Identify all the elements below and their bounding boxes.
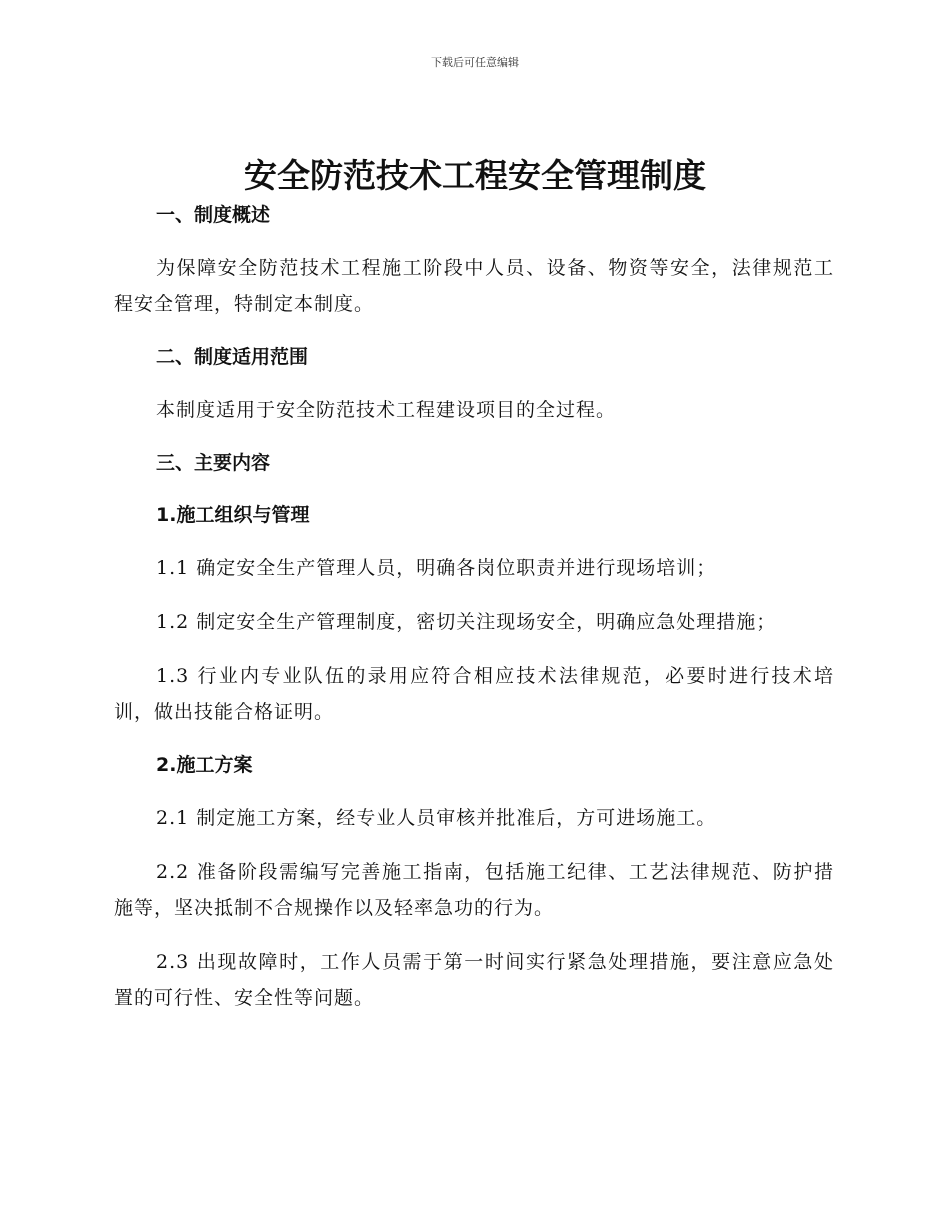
subsection-heading-organization: 1.施工组织与管理 bbox=[156, 504, 310, 526]
section-heading-main-content: 三、主要内容 bbox=[156, 452, 271, 474]
section-heading-overview: 一、制度概述 bbox=[156, 204, 271, 226]
section-heading-scope: 二、制度适用范围 bbox=[156, 346, 309, 368]
list-item-2-3: 2.3 出现故障时，工作人员需于第一时间实行紧急处理措施，要注意应急处置的可行性、安全性等问题。 bbox=[114, 951, 834, 1009]
list-item-1-1: 1.1 确定安全生产管理人员，明确各岗位职责并进行现场培训； bbox=[156, 557, 717, 579]
header-note: 下载后可任意编辑 bbox=[431, 56, 519, 69]
document-title: 安全防范技术工程安全管理制度 bbox=[244, 156, 706, 195]
section-paragraph-overview: 为保障安全防范技术工程施工阶段中人员、设备、物资等安全，法律规范工程安全管理，特制定本制度。 bbox=[114, 257, 834, 315]
section-paragraph-scope: 本制度适用于安全防范技术工程建设项目的全过程。 bbox=[156, 399, 617, 421]
list-item-2-2: 2.2 准备阶段需编写完善施工指南，包括施工纪律、工艺法律规范、防护措施等，坚决抵制不合规操作以及轻率急功的行为。 bbox=[114, 861, 834, 919]
document-body bbox=[114, 198, 834, 1016]
subsection-heading-plan: 2.施工方案 bbox=[156, 754, 253, 776]
list-item-1-2: 1.2 制定安全生产管理制度，密切关注现场安全，明确应急处理措施； bbox=[156, 611, 777, 633]
list-item-1-3: 1.3 行业内专业队伍的录用应符合相应技术法律规范，必要时进行技术培训，做出技能合格证明。 bbox=[114, 665, 834, 723]
list-item-2-1: 2.1 制定施工方案，经专业人员审核并批准后，方可进场施工。 bbox=[156, 807, 717, 829]
